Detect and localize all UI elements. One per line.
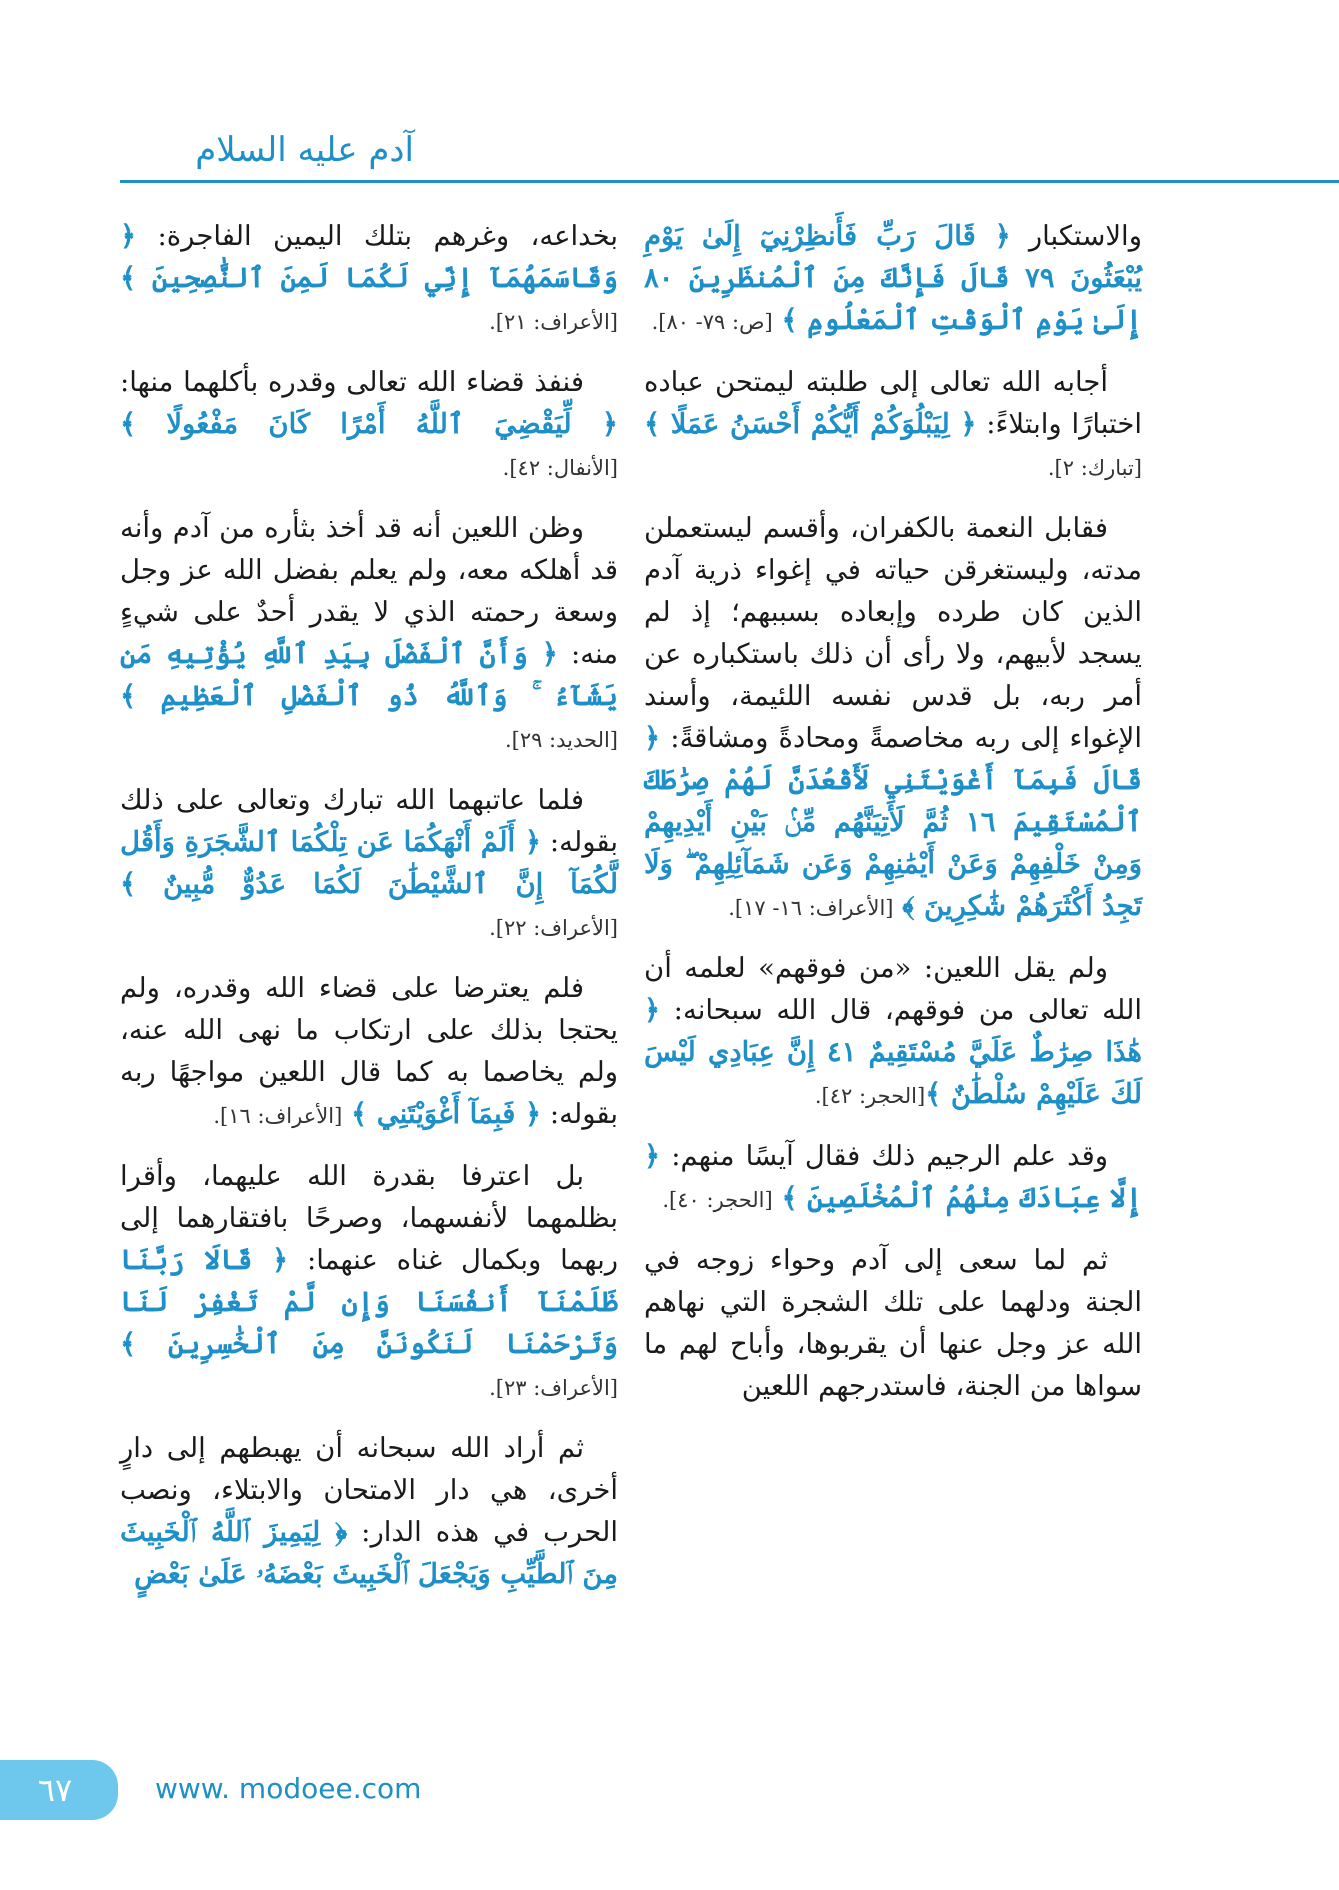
left-column-paragraph — [120, 361, 618, 489]
quran-verse: ﴿ وَقَاسَمَهُمَآ إِنِّي لَكُمَا لَمِنَ ٱلنَّٰصِحِينَ ﴾ — [120, 220, 618, 294]
paragraph-text: وظن اللعين أنه قد أخذ بثأره من آدم وأنه قد أهلكه معه، ولم يعلم بفضل الله عز وجل وسعة رحمته الذي لا يقدر أحدٌ على شيءٍ منه: — [120, 512, 619, 670]
website-url[interactable]: www. modoee.com — [155, 1772, 422, 1805]
paragraph-text: ولم يقل اللعين: «من فوقهم» لعلمه أن الله تعالى من فوقهم، قال الله سبحانه: — [644, 952, 1142, 1026]
spacer-text — [342, 1098, 351, 1130]
quran-verse: ﴿ لِيَمِيزَ ٱللَّهُ ٱلْخَبِيثَ مِنَ ٱلطَّيِّبِ وَيَجْعَلَ ٱلْخَبِيثَ بَعْضَهُۥ عَلَىٰ بَعْضٍ — [120, 1516, 618, 1590]
right-column-paragraph — [644, 1239, 1142, 1407]
page-number: ٦٧ — [37, 1771, 73, 1809]
paragraph-text: بخداعه، وغرهم بتلك اليمين الفاجرة: — [136, 220, 618, 252]
verse-reference: [الأعراف: ١٦- ١٧]. — [728, 896, 894, 920]
paragraph-text: فقابل النعمة بالكفران، وأقسم ليستعملن مدته، وليستغرقن حياته في إغواء ذرية آدم الذين كان طرده وإبعاده بسببهم؛ إذ لم يسجد لأبيهم، ولا رأى أن ذلك باستكباره عن أمر ربه، بل قدس نفسه اللئيمة، وأسند الإغواء إلى ربه مخاصمةً ومحادةً ومشاقةً: — [644, 512, 1142, 754]
verse-reference: [الأعراف: ١٦]. — [213, 1104, 343, 1128]
paragraph-text: والاستكبار — [1010, 220, 1142, 252]
verse-reference: [الحديد: ٢٩]. — [504, 728, 618, 752]
verse-reference: [ص: ٧٩- ٨٠]. — [651, 310, 773, 334]
quran-verse: ﴿ أَلَمْ أَنْهَكُمَا عَن تِلْكُمَا ٱلشَّجَرَةِ وَأَقُل لَّكُمَآ إِنَّ ٱلشَّيْطَٰنَ لَكُمَا عَدُوٌّ مُّبِينٌ ﴾ — [120, 826, 618, 900]
left-column-paragraph — [120, 779, 618, 949]
verse-reference: [تبارك: ٢]. — [1047, 456, 1142, 480]
paragraph-text: أجابه الله تعالى إلى طلبته ليمتحن عباده اختبارًا وابتلاءً: — [644, 366, 1142, 440]
quran-verse: ﴿ إِلَّا عِبَادَكَ مِنْهُمُ ٱلْمُخْلَصِينَ ﴾ — [644, 1140, 1142, 1214]
paragraph-text: فلما عاتبهما الله تبارك وتعالى على ذلك بقوله: — [120, 784, 618, 858]
left-column-paragraph — [120, 507, 618, 761]
left-column — [120, 215, 618, 1613]
right-column — [644, 215, 1142, 1425]
running-header — [120, 130, 1339, 190]
right-column-paragraph — [644, 1135, 1142, 1221]
paragraph-text: فنفذ قضاء الله تعالى وقدره بأكلهما منها: — [120, 366, 584, 398]
quran-verse: ﴿ قَالَ رَبِّ فَأَنظِرْنِيٓ إِلَىٰ يَوْمِ يُبْعَثُونَ ٧٩ قَالَ فَإِنَّكَ مِنَ ٱلْمُنظَرِينَ ٨٠ إِلَىٰ يَوْمِ ٱلْوَقْتِ ٱلْمَعْلُومِ ﴾ — [644, 220, 1143, 336]
paragraph-text: بل اعترفا بقدرة الله عليهما، وأقرا بظلمهما لأنفسهما، وصرحًا بافتقارهما إلى ربهما وبكمال غناه عنهما: — [120, 1160, 619, 1276]
paragraph-text: فلم يعترضا على قضاء الله وقدره، ولم يحتجا بذلك على ارتكاب ما نهى الله عنه، ولم يخاصما به كما قال اللعين مواجهًا ربه بقوله: — [120, 972, 618, 1130]
header-rule — [120, 180, 1339, 183]
left-column-paragraph — [120, 967, 618, 1137]
quran-verse: ﴿ قَالَ فَبِمَآ أَغْوَيْتَنِي لَأَقْعُدَنَّ لَهُمْ صِرَٰطَكَ ٱلْمُسْتَقِيمَ ١٦ ثُمَّ لَأَتِيَنَّهُم مِّنۢ بَيْنِ أَيْدِيهِمْ وَمِنْ خَلْفِهِمْ وَعَنْ أَيْمَٰنِهِمْ وَعَن شَمَآئِلِهِمْ ۖ وَلَا تَجِدُ أَكْثَرَهُمْ شَٰكِرِينَ ﴾ — [644, 722, 1142, 922]
right-column-paragraph — [644, 947, 1142, 1117]
verse-reference: [الأعراف: ٢٣]. — [489, 1376, 618, 1400]
quran-verse: ﴿ هَٰذَا صِرَٰطٌ عَلَيَّ مُسْتَقِيمٌ ٤١ إِنَّ عِبَادِي لَيْسَ لَكَ عَلَيْهِمْ سُلْطَٰنٌ ﴾ — [644, 994, 1143, 1110]
verse-reference: [الأعراف: ٢١]. — [489, 310, 618, 334]
verse-reference: [الحجر: ٤٢]. — [814, 1084, 926, 1108]
quran-verse: ﴿ وَأَنَّ ٱلْفَضْلَ بِيَدِ ٱللَّهِ يُؤْتِيهِ مَن يَشَآءُ ۚ وَٱللَّهُ ذُو ٱلْفَضْلِ ٱلْعَظِيمِ ﴾ — [120, 638, 618, 712]
page-number-tab — [0, 1760, 118, 1820]
quran-verse: ﴿ لِّيَقْضِيَ ٱللَّهُ أَمْرًا كَانَ مَفْعُولًا ﴾ — [120, 408, 618, 440]
right-column-paragraph — [644, 507, 1142, 929]
left-column-paragraph — [120, 1427, 618, 1595]
paragraph-text: وقد علم الرجيم ذلك فقال آيسًا منهم: — [660, 1140, 1108, 1172]
quran-verse: ﴿ فَبِمَآ أَغْوَيْتَنِي ﴾ — [351, 1098, 542, 1130]
right-column-paragraph — [644, 361, 1142, 489]
left-column-paragraph — [120, 1155, 618, 1409]
paragraph-text: ثم لما سعى إلى آدم وحواء زوجه في الجنة ودلهما على تلك الشجرة التي نهاهم الله عز وجل عنها أن يقربوها، وأباح لهم ما سواها من الجنة، فاستدرجهم اللعين — [644, 1244, 1142, 1402]
quran-verse: ﴿ قَالَا رَبَّنَا ظَلَمْنَآ أَنفُسَنَا وَإِن لَّمْ تَغْفِرْ لَنَا وَتَرْحَمْنَا لَنَكُونَنَّ مِنَ ٱلْخَٰسِرِينَ ﴾ — [120, 1244, 618, 1360]
verse-reference: [الأنفال: ٤٢]. — [502, 456, 618, 480]
paragraph-text: ثم أراد الله سبحانه أن يهبطهم إلى دارٍ أخرى، هي دار الامتحان والابتلاء، ونصب الحرب في هذه الدار: — [120, 1432, 618, 1548]
verse-reference: [الحجر: ٤٠]. — [662, 1188, 773, 1212]
verse-reference: [الأعراف: ٢٢]. — [489, 916, 618, 940]
spacer-text — [894, 890, 903, 922]
chapter-title: آدم عليه السلام — [195, 130, 414, 170]
left-column-paragraph — [120, 215, 618, 343]
right-column-paragraph — [644, 215, 1142, 343]
quran-verse: ﴿ لِيَبْلُوَكُمْ أَيُّكُمْ أَحْسَنُ عَمَلًا ﴾ — [644, 408, 977, 440]
